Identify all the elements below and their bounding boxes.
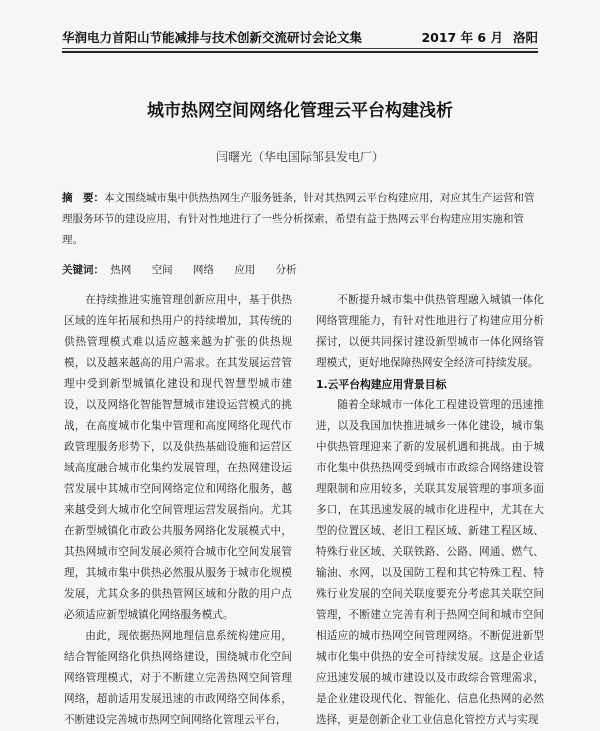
keywords (62, 262, 538, 277)
body-paragraph: 由此，现依据热网地理信息系统构建应用，结合智能网络化供热网络建设，围绕城市化空间网络管理模式，对于不断建立完善热网空间管理网络，超前适用发展迅速的市政网络空间体系，不断建设完善城市热网空间网络化管理云平台， (64, 630, 292, 726)
header-date-place (411, 28, 538, 46)
section-heading: 1.云平台构建应用背景目标 (316, 378, 447, 391)
right-column (316, 290, 544, 731)
body-paragraph: 不断提升城市集中供热管理融入城镇一体化网络管理能力，有针对性地进行了构建应用分析探讨，以便共同探讨建设新型城市一体化网络管理模式，更好地保障热网安全经济可持续发展。 (316, 294, 544, 369)
running-header (62, 28, 538, 46)
abstract-text: 本文围绕城市集中供热热网生产服务链条，针对其热网云平台构建应用，对应其生产运营和管理服务环节的建设应用，有针对性地进行了一些分析探索，希望有益于热网云平台构建应用实施和管理。 (62, 192, 535, 246)
body-paragraph: 随着全球城市一体化工程建设管理的迅速推进，以及我国加快推进城乡一体化建设，城市集中供热管理迎来了新的发展机遇和挑战。由于城市化集中供热热网受到城市市政综合网络建设管理限制和应用较多，关联其发展管理的事项多面多口，在其迅速发展的城市化进程中，尤其在大型的位置区域、老旧工程区域、新建工程区域、特殊行业区域、关联铁路、公路、网通、燃气、输油、水网，以及国防工程和其它特殊工程、特殊行业发展的空间关联度要充分考虑其关联空间管理，不断建立完善有利于热网空间和城市空间相适应的城市热网空间管理网络。不断促进新型城市化集中供热的安全可持续发展。这是企业适应迅速发展的城市建设以及市政综合管理需求，是企业建设现代化、智能化、信息化热网的必然选择，更是创新企业工业信息化管控方式与实现 (316, 399, 544, 726)
keyword: 分析 (275, 264, 297, 276)
header-place: 洛阳 (512, 30, 538, 45)
header-date: 2017 年 6 月 (421, 30, 503, 45)
journal-name: 华润电力首阳山节能减排与技术创新交流研讨会论文集 (62, 30, 363, 45)
header-rule-thin (62, 48, 538, 49)
author-line: 闫曙光（华电国际邹县发电厂） (215, 150, 384, 164)
paper-title: 城市热网空间网络化管理云平台构建浅析 (147, 101, 453, 121)
keywords-label: 关键词： (62, 264, 104, 276)
abstract (62, 188, 538, 251)
keyword: 热网 (110, 264, 132, 276)
abstract-label: 摘 要： (62, 192, 104, 204)
left-column (64, 290, 292, 731)
header-rule-thick (62, 51, 538, 53)
keyword: 空间 (151, 264, 173, 276)
keyword: 应用 (234, 264, 256, 276)
keyword: 网络 (192, 264, 214, 276)
body-paragraph: 在持续推进实施管理创新应用中，基于供热区域的连年拓展和热用户的持续增加，其传统的供热管理模式难以适应越来越为扩张的供热规模，以及越来越高的用户需求。在其发展运营管理中受到新型城镇化建设和现代智慧型城市建设，以及网络化智能智慧城市建设运营模式的挑战，在高度城市化集中管理和高度网络化现代市政管理服务形势下，以及供热基础设施和运营区域高度融合城市化集约发展管理，在热网建设运营发展中其城市空间网络定位和网络化服务，越来越受到大城市化空间管理运营发展指向。尤其在新型城镇化市政公共服务网络化发展模式中，其热网城市空间发展必须符合城市化空间发展管理，其城市集中供热必然服从服务于城市化规模发展，尤其众多的供热管网区域和分散的用户点必须适应新型城镇化网络服务模式。 (64, 294, 292, 621)
